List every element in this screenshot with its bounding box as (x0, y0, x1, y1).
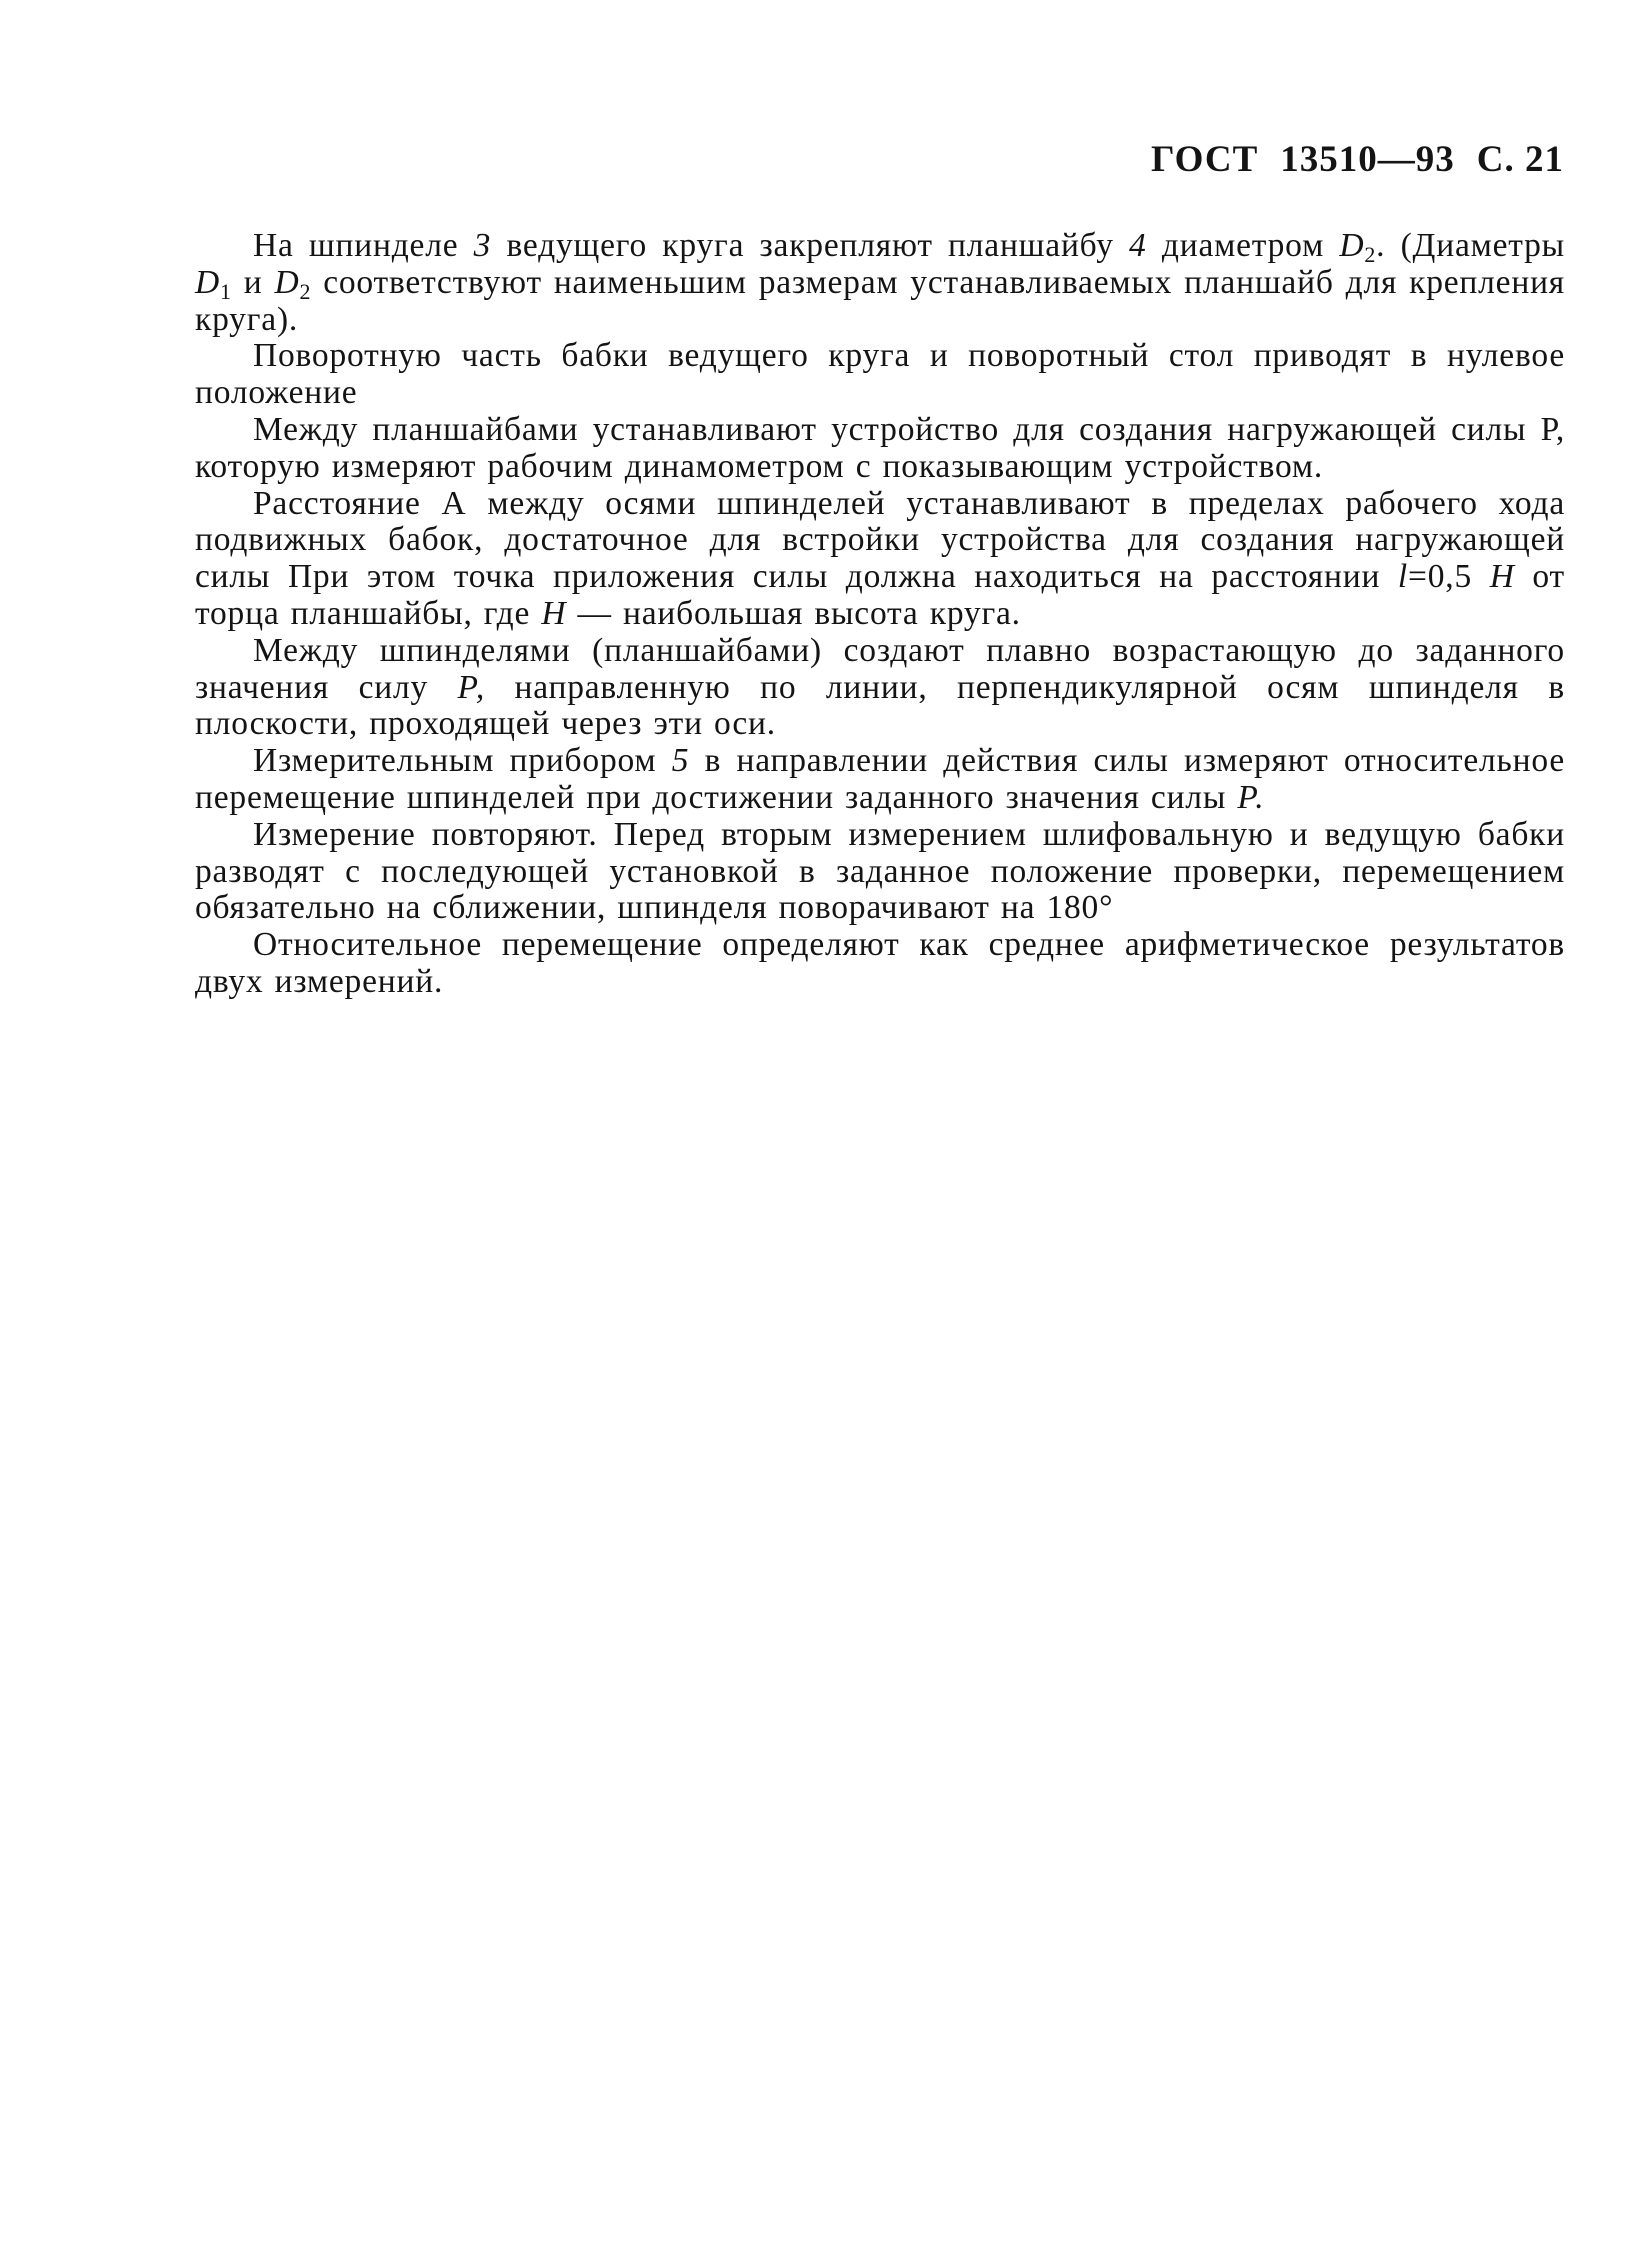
paragraph (195, 338, 1565, 412)
paragraph (195, 633, 1565, 743)
paragraph-text: 3 (473, 227, 492, 264)
paragraph-text: Р, (457, 668, 486, 706)
paragraph-text: 2 (1364, 242, 1377, 267)
standard-number: 13510—93 (1280, 139, 1455, 180)
paragraph (195, 743, 1565, 817)
paragraph-text: Между планшайбами устанавливают устройство для создания нагружающей силы Р, которую измеряют рабочим динамометром с показывающим устройством. (195, 410, 1565, 485)
paragraph-text: — наибольшая высота круга. (566, 594, 1021, 632)
paragraph (195, 228, 1565, 338)
paragraph-text: Поворотную часть бабки ведущего круга и поворотный стол приводят в нулевое положение (195, 337, 1565, 412)
paragraph-text: l (1397, 558, 1409, 596)
paragraph-text: D (195, 263, 220, 301)
paragraph-text: H (541, 594, 567, 632)
page-header (1151, 138, 1564, 181)
paragraph (195, 486, 1565, 633)
paragraph-text: На шпинделе (253, 227, 474, 264)
paragraph-text: . (Диаметры (1376, 227, 1565, 264)
paragraph-text: 5 (671, 742, 690, 780)
paragraph (195, 412, 1565, 486)
paragraph-text: в направлении действия силы измеряют относительное перемещение шпинделей при достижении заданного значения силы (195, 742, 1565, 816)
paragraph-text: D (1339, 227, 1365, 264)
body-text (195, 228, 1565, 1001)
paragraph-text: H (1489, 558, 1515, 596)
paragraph (195, 817, 1565, 927)
paragraph (195, 927, 1565, 1001)
paragraph-text: соответствуют наименьшим размерам устанавливаемых планшайб для крепления круга). (195, 263, 1566, 338)
paragraph-text: от торца планшайбы, где (195, 558, 1565, 632)
paragraph-text: Измерение повторяют. Перед вторым измерением шлифовальную и ведущую бабки разводят с последующей установкой в заданное положение проверки, перемещением обязательно на сближении, шпинделя поворачивают на 180° (195, 815, 1565, 927)
paragraph-text: =0,5 (1408, 558, 1490, 596)
standard-label: ГОСТ (1151, 139, 1259, 180)
page-number: С. 21 (1476, 139, 1564, 180)
paragraph-text: направленную по линии, перпендикулярной осям шпинделя в плоскости, проходящей через эти оси. (195, 668, 1565, 743)
paragraph-text: Между шпинделями (планшайбами) создают плавно возрастающую до заданного значения силу (195, 631, 1565, 706)
paragraph-text: Измерительным прибором (253, 742, 672, 780)
paragraph-text: 2 (299, 278, 312, 304)
paragraph-text: 4 (1129, 227, 1147, 264)
paragraph-text: и (231, 263, 275, 301)
paragraph-text: ведущего круга закрепляют планшайбу (491, 227, 1130, 264)
paragraph-text: D (274, 263, 300, 301)
paragraph-text: Относительное перемещение определяют как среднее арифметическое результатов двух измерений. (195, 926, 1565, 1000)
paragraph-text: 1 (220, 278, 232, 304)
paragraph-text: Р. (1237, 778, 1265, 816)
paragraph-text: Расстояние А между осями шпинделей устанавливают в пределах рабочего хода подвижных бабок, достаточное для встройки устройства для создания нагружающей силы При этом точка приложения силы должна находиться на расстоянии (195, 484, 1565, 596)
paragraph-text: диаметром (1146, 227, 1340, 264)
